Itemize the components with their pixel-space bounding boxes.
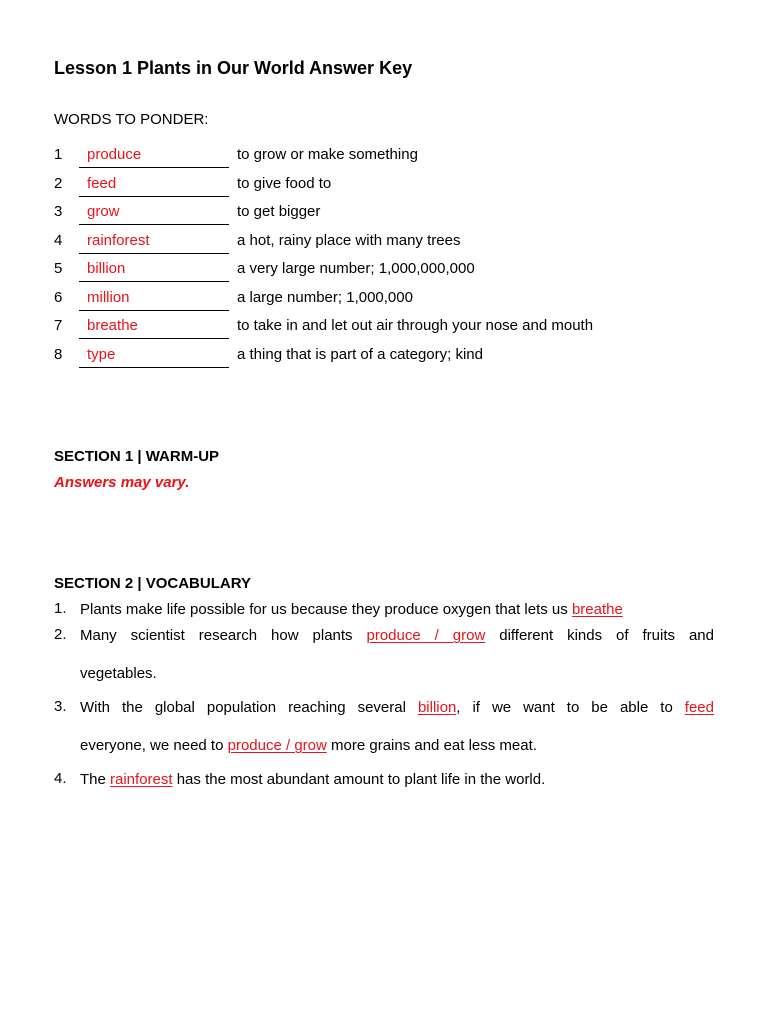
- vocab-row: [54, 285, 734, 314]
- answer-word: billion: [417, 699, 457, 716]
- vocab-row: [54, 342, 734, 371]
- vocab-number: 8: [54, 345, 63, 363]
- vocab-answer: million: [79, 289, 229, 311]
- vocab-number: 3: [54, 203, 63, 220]
- vocab-row: [54, 199, 734, 228]
- answer-word: feed: [684, 699, 714, 716]
- question-item: [54, 770, 714, 796]
- vocab-row: [54, 313, 734, 342]
- section2-heading: SECTION 2 | VOCABULARY: [54, 575, 251, 592]
- section1-heading: SECTION 1 | WARM-UP: [54, 448, 220, 465]
- question-item: [54, 698, 714, 770]
- vocab-number: 1: [54, 146, 63, 163]
- vocab-definition: a thing that is part of a category; kind: [237, 345, 483, 363]
- question-line: vegetables.: [80, 665, 157, 682]
- vocab-number: 5: [54, 260, 63, 277]
- vocab-definition: to get bigger: [237, 203, 321, 220]
- vocab-definition: to take in and let out air through your nose and mouth: [237, 317, 594, 334]
- answer-word: produce / grow: [366, 627, 486, 644]
- question-number: 2.: [54, 626, 67, 643]
- vocab-answer: type: [79, 346, 229, 368]
- vocab-definition: a hot, rainy place with many trees: [237, 231, 461, 249]
- words-to-ponder-heading: WORDS TO PONDER:: [54, 111, 209, 128]
- answer-word: produce / grow: [227, 737, 327, 754]
- vocab-row: [54, 142, 734, 171]
- vocab-answer: breathe: [79, 317, 229, 339]
- vocab-row: [54, 228, 734, 257]
- document-title: Lesson 1 Plants in Our World Answer Key: [54, 58, 413, 78]
- question-line: [80, 626, 714, 646]
- question-line: [80, 698, 714, 718]
- question-line: [80, 600, 714, 620]
- vocab-number: 6: [54, 288, 63, 306]
- question-number: 1.: [54, 600, 67, 617]
- question-line: [80, 770, 714, 790]
- vocabulary-list: [54, 142, 734, 370]
- question-text: different kinds of fruits and: [485, 627, 714, 644]
- question-text: Many scientist research how plants: [80, 627, 367, 644]
- vocab-answer: produce: [79, 146, 229, 168]
- vocab-definition: to grow or make something: [237, 146, 418, 163]
- vocab-definition: a large number; 1,000,000: [237, 288, 413, 306]
- answer-word: rainforest: [110, 771, 173, 788]
- question-text: The: [80, 771, 111, 788]
- question-item: [54, 626, 714, 698]
- vocab-answer: billion: [79, 260, 229, 282]
- vocab-answer: rainforest: [79, 232, 229, 254]
- vocab-number: 2: [54, 174, 63, 192]
- question-item: [54, 600, 714, 626]
- question-number: 4.: [54, 770, 67, 787]
- answer-word: breathe: [571, 601, 623, 618]
- question-text: everyone, we need to: [80, 737, 228, 754]
- vocab-answer: feed: [79, 175, 229, 197]
- question-text: With the global population reaching several: [80, 699, 418, 716]
- vocab-row: [54, 171, 734, 200]
- section2-questions: [54, 600, 714, 796]
- section1-answer-note: Answers may vary.: [54, 474, 190, 491]
- vocab-definition: a very large number; 1,000,000,000: [237, 260, 475, 277]
- vocab-number: 4: [54, 231, 63, 249]
- vocab-definition: to give food to: [237, 174, 332, 192]
- question-text: Plants make life possible for us because they produce oxygen that lets us: [80, 601, 572, 618]
- question-text: has the most abundant amount to plant life in the world.: [172, 771, 546, 788]
- question-text: more grains and eat less meat.: [326, 737, 537, 754]
- vocab-row: [54, 256, 734, 285]
- question-text: , if we want to be able to: [456, 699, 685, 716]
- vocab-answer: grow: [79, 203, 229, 225]
- question-number: 3.: [54, 698, 67, 715]
- vocab-number: 7: [54, 317, 63, 334]
- question-line: [80, 736, 714, 756]
